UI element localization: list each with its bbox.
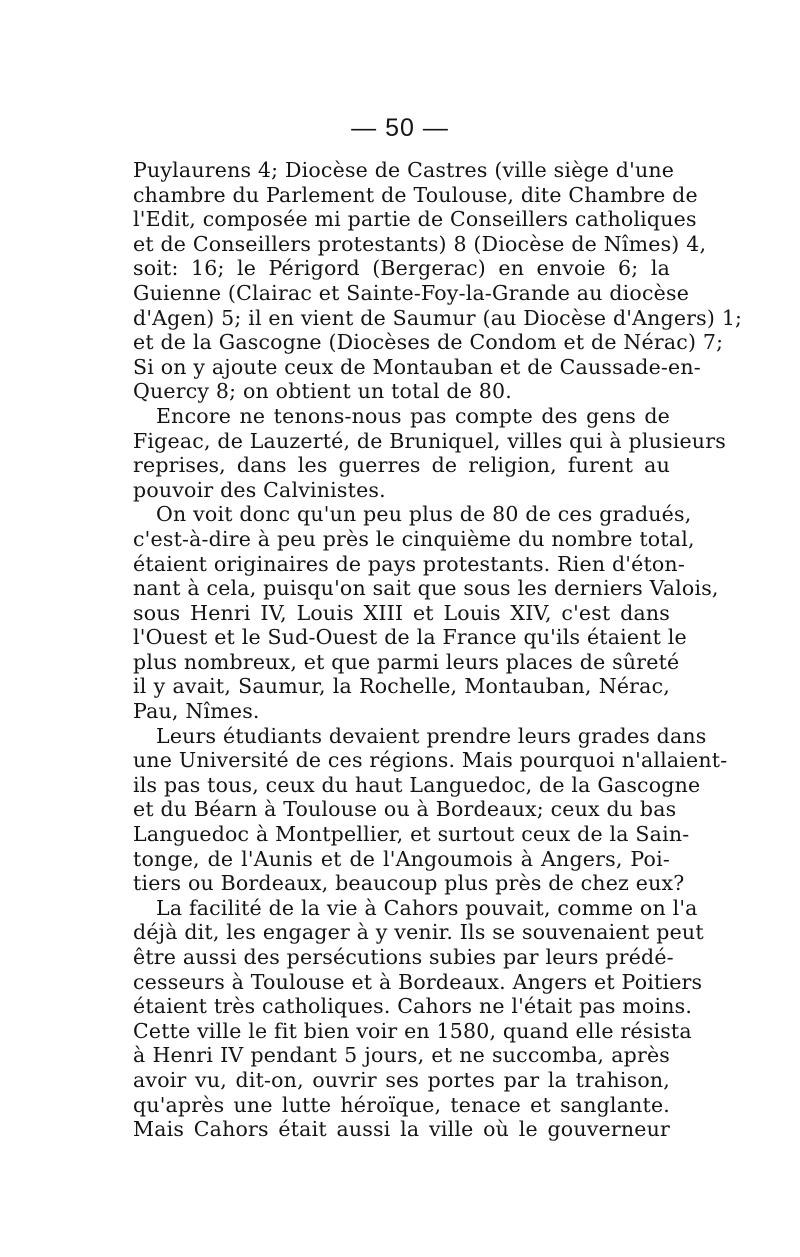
text-line: Quercy 8; on obtient un total de 80. <box>133 379 513 404</box>
text-line: soit: 16; le Périgord (Bergerac) en envoie 6; la <box>133 256 670 281</box>
text-line: chambre du Parlement de Toulouse, dite Chambre de <box>133 182 698 207</box>
text-line: reprises, dans les guerres de religion, furent au <box>133 453 670 478</box>
page-number: — 50 — <box>351 114 449 142</box>
text-line: tonge, de l'Aunis et de l'Angoumois à Angers, Poi- <box>133 846 670 871</box>
text-line: d'Agen) 5; il en vient de Saumur (au Diocèse d'Angers) 1; <box>133 305 743 330</box>
text-line: et de Conseillers protestants) 8 (Diocèse de Nîmes) 4, <box>133 231 707 256</box>
text-line: avoir vu, dit-on, ouvrir ses portes par la trahison, <box>133 1067 670 1092</box>
text-line: Encore ne tenons-nous pas compte des gens de <box>156 403 670 428</box>
text-line: sous Henri IV, Louis XIII et Louis XIV, c'est dans <box>133 600 670 625</box>
text-line: Languedoc à Montpellier, et surtout ceux de la Sain- <box>133 822 690 847</box>
text-line: plus nombreux, et que parmi leurs places de sûreté <box>133 649 680 674</box>
text-line: qu'après une lutte héroïque, tenace et sanglante. <box>133 1092 670 1117</box>
text-line: Leurs étudiants devaient prendre leurs grades dans <box>156 723 707 748</box>
text-line: tiers ou Bordeaux, beaucoup plus près de chez eux? <box>133 871 685 896</box>
text-line: Puylaurens 4; Diocèse de Castres (ville siège d'une <box>133 158 675 182</box>
text-line: et du Béarn à Toulouse ou à Bordeaux; ceux du bas <box>133 797 677 822</box>
text-line: Guienne (Clairac et Sainte-Foy-la-Grande au diocèse <box>133 280 690 305</box>
text-line: Cette ville le fit bien voir en 1580, quand elle résista <box>133 1018 692 1043</box>
text-line: Mais Cahors était aussi la ville où le gouverneur <box>133 1117 670 1142</box>
text-line: étaient originaires de pays protestants. Rien d'éton- <box>133 551 685 576</box>
text-line: Si on y ajoute ceux de Montauban et de Caussade-en- <box>133 354 701 379</box>
text-line: il y avait, Saumur, la Rochelle, Montauban, Nérac, <box>133 674 670 699</box>
text-line: à Henri IV pendant 5 jours, et ne succomba, après <box>133 1043 670 1068</box>
body-text <box>133 158 743 1142</box>
text-line: déjà dit, les engager à y venir. Ils se souvenaient peut <box>133 920 704 945</box>
text-line: l'Edit, composée mi partie de Conseillers catholiques <box>133 207 697 232</box>
text-line: Figeac, de Lauzerté, de Bruniquel, villes qui à plusieurs <box>133 428 726 453</box>
text-line: c'est-à-dire à peu près le cinquième du nombre total, <box>133 526 695 551</box>
text-line: nant à cela, puisqu'on sait que sous les derniers Valois, <box>133 576 719 601</box>
text-line: et de la Gascogne (Diocèses de Condom et de Nérac) 7; <box>133 330 724 355</box>
text-line: Pau, Nîmes. <box>133 699 260 724</box>
text-line: La facilité de la vie à Cahors pouvait, comme on l'a <box>156 895 698 920</box>
text-line: ils pas tous, ceux du haut Languedoc, de la Gascogne <box>133 772 701 797</box>
text-line: être aussi des persécutions subies par leurs prédé- <box>133 945 674 969</box>
text-line: l'Ouest et le Sud-Ouest de la France qu'ils étaient le <box>133 625 687 650</box>
text-line: pouvoir des Calvinistes. <box>133 477 386 502</box>
text-line: On voit donc qu'un peu plus de 80 de ces gradués, <box>156 502 692 527</box>
text-line: cesseurs à Toulouse et à Bordeaux. Angers et Poitiers <box>133 969 703 994</box>
text-line: étaient très catholiques. Cahors ne l'était pas moins. <box>133 994 693 1019</box>
text-line: une Université de ces régions. Mais pourquoi n'allaient- <box>133 748 728 773</box>
